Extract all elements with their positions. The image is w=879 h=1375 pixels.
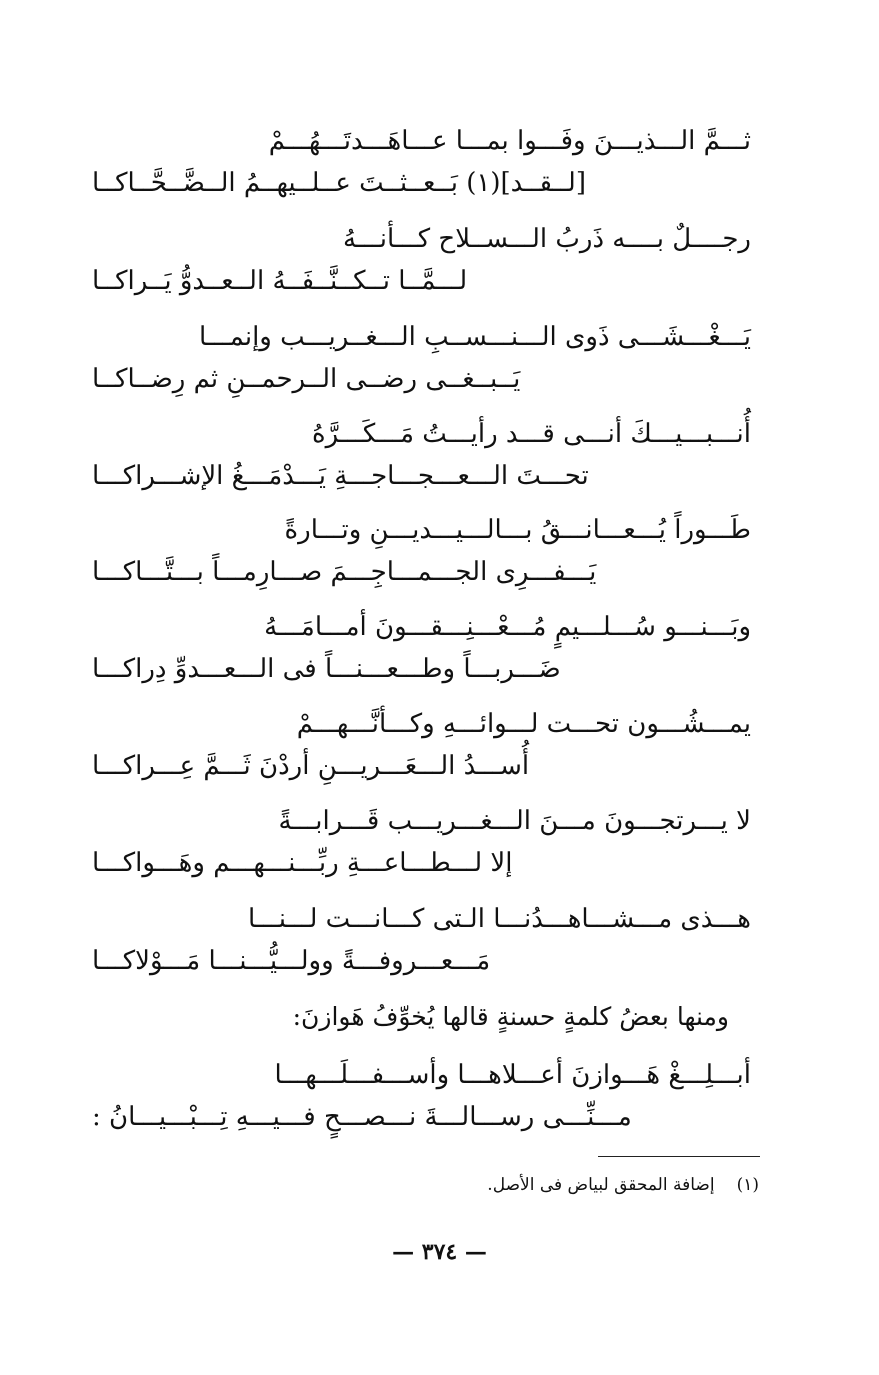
verse-9-first-hemistich: هـــذى مـــشـــاهـــدُنـــا الـتى كـــانـــت لـــنـــا (247, 904, 751, 934)
footnote (487, 1172, 759, 1198)
intro-prose: ومنها بعضُ كلمةٍ حسنةٍ قالها يُخوِّفُ هَوازنَ: (292, 1002, 729, 1031)
verse-6-second-hemistich: ضَـــربـــاً وطـــعـــنـــاً فى الـــعـــدوِّ دِراكـــا (92, 654, 561, 684)
verse-9-second-hemistich: مَـــعـــروفـــةً وولـــيُّـــنـــا مَـــوْلاكـــا (92, 946, 491, 976)
verse-7-second-hemistich: أُســـدُ الـــعَـــريـــنِ أردْنَ ثَـــمَّ عِـــراكـــا (92, 751, 530, 781)
verse-5-second-hemistich: يَـــفـــرِى الجـــمـــاجِـــمَ صـــارِمـــاً بـــتَّـــاكـــا (92, 557, 597, 587)
verse-10-first-hemistich: أبـــلِـــغْ هَـــوازنَ أعـــلاهـــا وأســـفـــلَـــهـــا (274, 1060, 751, 1090)
verse-3-second-hemistich: يَــبــغــى رضــى الــرحمــنِ ثم رِضــاكــا (92, 364, 521, 394)
verse-7-first-hemistich: يمـــشُـــون تحـــت لـــوائـــهِ وكـــأنَّـــهـــمْ (296, 709, 751, 739)
page-number: — ٣٧٤ — (392, 1239, 487, 1265)
verse-5-first-hemistich: طَـــوراً يُـــعـــانـــقُ بـــالـــيـــديـــنِ وتـــارةً (284, 515, 751, 545)
verse-2-second-hemistich: لـــمَّــا تــكــنَّــفَــهُ الــعــدوُّ يَــراكــا (92, 266, 468, 296)
verse-10-second-hemistich: مـــنِّـــى رســـالـــةَ نـــصـــحٍ فـــيـــهِ تِـــبْـــيـــانُ : (92, 1102, 632, 1132)
verse-6-first-hemistich: وبَـــنـــو سُـــلـــيمٍ مُـــعْـــنِـــقـــونَ أمـــامَـــهُ (264, 612, 751, 642)
verse-1-second-hemistich: [لــقــد](١) بَــعــثــتَ عــلــيهــمُ الــضَّــحَّــاكــا (92, 168, 586, 198)
verse-2-first-hemistich: رجــــلٌ بــــه ذَربُ الـــســلاح كـــأنـــهُ (342, 224, 751, 254)
verse-1-first-hemistich: ثـــمَّ الـــذيـــنَ وفَـــوا بمـــا عـــاهَـــدتَـــهُـــمْ (268, 126, 751, 156)
verse-8-first-hemistich: لا يـــرتجـــونَ مـــنَ الـــغـــريـــب قَـــرابـــةً (278, 806, 751, 836)
footnote-separator (598, 1156, 760, 1157)
verse-4-first-hemistich: أُنـــبـــيـــكَ أنـــى قـــد رأيـــتُ مَـــكَـــرَّهُ (312, 419, 751, 449)
verse-3-first-hemistich: يَـــغْـــشَـــى ذَوى الـــنـــســبِ الـــغــريـــب وإنمـــا (199, 322, 751, 352)
footnote-number: (١) (736, 1175, 759, 1195)
footnote-text: إضافة المحقق لبياض فى الأصل. (487, 1175, 715, 1195)
verse-4-second-hemistich: تحـــتَ الـــعـــجـــاجـــةِ يَـــدْمَـــغُ الإشـــراكـــا (92, 461, 589, 491)
verse-8-second-hemistich: إلا لـــطـــاعـــةِ ربِّـــنـــهـــم وهَـــواكـــا (92, 848, 513, 878)
